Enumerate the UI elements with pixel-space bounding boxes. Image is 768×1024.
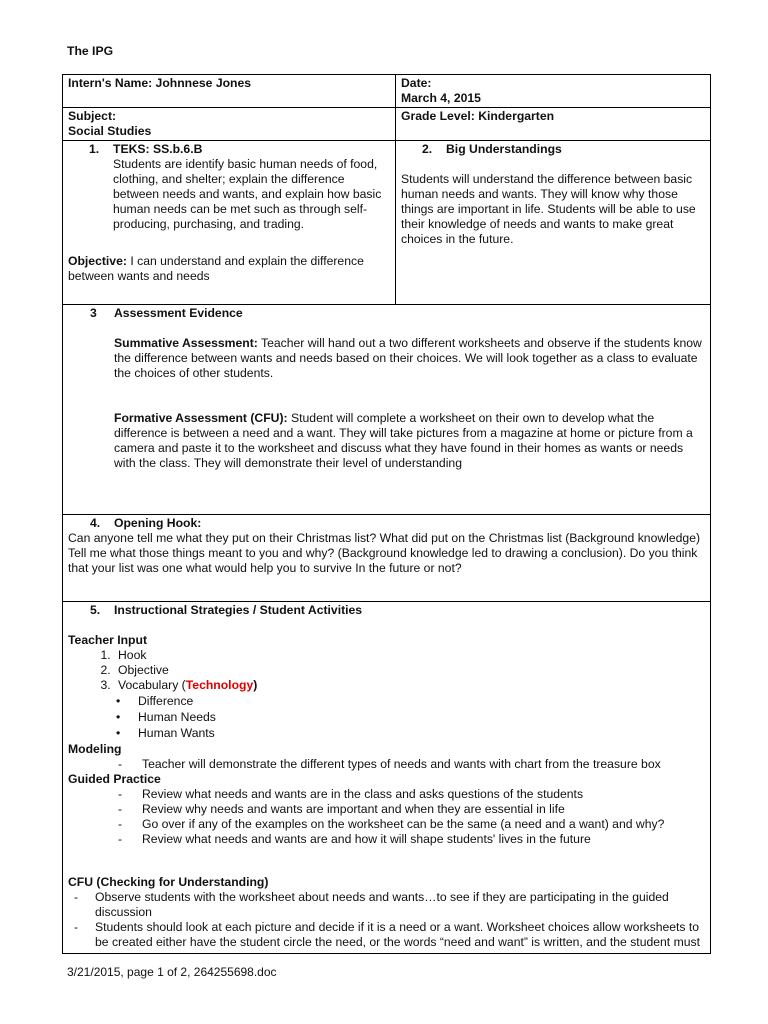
guided-practice-label: Guided Practice: [68, 772, 161, 786]
assessment-heading: 3 Assessment Evidence: [90, 306, 243, 320]
list-item: - Review why needs and wants are important and when they are essential in life: [142, 802, 705, 817]
lesson-plan-table: [62, 74, 711, 954]
hook-heading: 4. Opening Hook:: [90, 516, 202, 530]
teacher-input-list: [68, 648, 705, 693]
list-item: - Review what needs and wants are and how it will shape students' lives in the future: [142, 832, 705, 847]
hook-text: Can anyone tell me what they put on their Christmas list? What did put on the Christmas list (Background knowledge) Tell me what those things meant to you and why? (Background knowledge led to drawing a conclusion). Do you think that your list was one what would help you to survive In the future or not?: [68, 531, 701, 575]
cfu-label: CFU (Checking for Understanding): [68, 875, 269, 889]
list-item: 2. Objective: [114, 663, 705, 678]
subject-row: [63, 108, 711, 141]
list-item: 3. Vocabulary (Technology): [114, 678, 705, 693]
objective: [68, 254, 390, 284]
page-footer: 3/21/2015, page 1 of 2, 264255698.doc: [67, 965, 277, 979]
formative-assessment: Formative Assessment (CFU): Student will complete a worksheet on their own to develop what the difference is between a need and a want. They will take pictures from a magazine at home or picture from a camera and paste it to the worksheet and discuss what they have found in their homes as wants or needs with the class. They will demonstrate their level of understanding: [114, 411, 693, 470]
summative-assessment: Summative Assessment: Teacher will hand out a two different worksheets and observe if the students know the difference between wants and needs based on their choices. We will look together as a class to evaluate the choices of other students.: [114, 336, 702, 380]
teks-text: Students are identify basic human needs of food, clothing, and shelter; explain the difference between needs and wants, and explain how basic human needs can be met such as through self-producing, purchasing, and trading.: [113, 157, 382, 231]
list-item: 1. Hook: [114, 648, 705, 663]
list-item: - Go over if any of the examples on the worksheet can be the same (a need and a want) and why?: [142, 817, 705, 832]
hook-row: [63, 515, 711, 602]
big-understandings-cell: [396, 141, 711, 305]
technology-label: Technology: [185, 678, 254, 692]
intern-name-cell: [63, 75, 396, 108]
hook-cell: [63, 515, 711, 602]
subject-label: Subject:: [68, 109, 117, 123]
list-item: • Difference: [138, 694, 705, 709]
date-label: Date:: [401, 76, 432, 90]
intern-name: Intern's Name: Johnnese Jones: [68, 76, 252, 90]
vocabulary-list: [68, 694, 705, 741]
strategies-heading: 5. Instructional Strategies / Student Activities: [90, 603, 363, 617]
teks-heading: 1. TEKS: SS.b.6.B: [89, 142, 203, 156]
strategies-row: [63, 602, 711, 954]
subject-value: Social Studies: [68, 124, 152, 138]
strategies-cell: [63, 602, 711, 954]
info-row: [63, 75, 711, 108]
list-item: - Students should look at each picture and decide if it is a need or a want. Worksheet choices allow worksheets to be created either have the student circle the need, or the words “need and want” is written, and the student must: [95, 920, 705, 950]
big-understandings-heading: 2. Big Understandings: [422, 142, 562, 156]
big-understandings-text: Students will understand the difference between basic human needs and wants. They will know why those things are important in life. Students will be able to use their knowledge of needs and wants to make great choices in the future.: [401, 172, 696, 246]
grade-cell: [396, 108, 711, 141]
list-item: • Human Wants: [138, 726, 705, 741]
objective-label: Objective:: [68, 254, 127, 268]
document-title: The IPG: [67, 44, 114, 58]
objective-text: I can understand and explain the difference between wants and needs: [68, 254, 364, 283]
assessment-cell: [63, 305, 711, 515]
grade-level: Grade Level: Kindergarten: [401, 109, 555, 123]
date-cell: [396, 75, 711, 108]
teks-row: [63, 141, 711, 305]
list-item: - Observe students with the worksheet about needs and wants…to see if they are participating in the guided discussion: [95, 890, 705, 920]
modeling-list: [68, 757, 705, 772]
assessment-row: [63, 305, 711, 515]
modeling-label: Modeling: [68, 742, 122, 756]
teks-cell: [63, 141, 396, 305]
cfu-list: [68, 890, 705, 950]
subject-cell: [63, 108, 396, 141]
list-item: - Review what needs and wants are in the class and asks questions of the students: [142, 787, 705, 802]
list-item: - Teacher will demonstrate the different types of needs and wants with chart from the treasure box: [142, 757, 705, 772]
teacher-input-label: Teacher Input: [68, 633, 148, 647]
list-item: • Human Needs: [138, 710, 705, 725]
guided-practice-list: [68, 787, 705, 847]
date-value: March 4, 2015: [401, 91, 481, 105]
